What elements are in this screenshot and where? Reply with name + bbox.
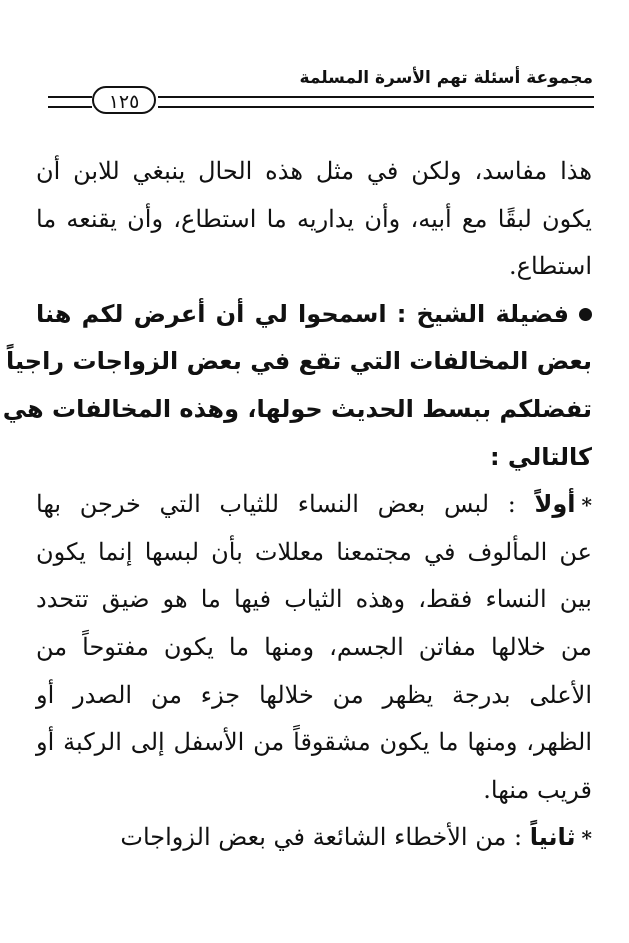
question-line: تفضلكم ببسط الحديث حولها، وهذه المخالفات هي: [2, 394, 592, 423]
header-rule-left: [48, 96, 92, 108]
answer-text: : من الأخطاء الشائعة في بعض الزواجات: [120, 823, 523, 852]
answer-line: من خلالها مفاتن الجسم، ومنها ما يكون مفتوحاً من: [36, 632, 592, 661]
answer-line: بين النساء فقط، وهذه الثياب فيها ما هو ضيق تتحدد: [36, 585, 592, 614]
asterisk-icon: *: [581, 493, 592, 518]
answer-line: قريب منها.: [483, 775, 592, 804]
first-label: أولاً: [534, 490, 576, 519]
question-line: بعض المخالفات التي تقع في بعض الزواجات راجياً: [5, 347, 592, 376]
asterisk-icon: *: [581, 826, 592, 851]
answer-line: عن المألوف في مجتمعنا معللات بأن لبسها إنما يكون: [36, 537, 592, 566]
running-title: مجموعة أسئلة تهم الأسرة المسلمة: [299, 68, 593, 88]
text-line: استطاع.: [509, 252, 592, 281]
page-number: ١٢٥: [92, 86, 156, 114]
question-line: كالتالي :: [489, 442, 592, 471]
second-label: ثانياً: [529, 823, 576, 852]
answer-line: [36, 814, 592, 862]
header-rule-right: [158, 96, 594, 108]
question-line: [36, 291, 592, 339]
bullet-icon: [579, 308, 592, 321]
answer-line: [36, 481, 592, 529]
question-text: فضيلة الشيخ : اسمحوا لي أن أعرض لكم هنا: [36, 299, 569, 328]
answer-text: : لبس بعض النساء للثياب التي خرجن بها: [36, 490, 516, 519]
body-text: [2, 148, 592, 862]
answer-line: الأعلى بدرجة يظهر من خلالها جزء من الصدر أو: [36, 680, 592, 709]
text-line: هذا مفاسد، ولكن في مثل هذه الحال ينبغي للابن أن: [36, 157, 592, 185]
text-line: يكون لبقًا مع أبيه، وأن يداريه ما استطاع، وأن يقنعه ما: [36, 204, 592, 233]
answer-line: الظهر، ومنها ما يكون مشقوقاً من الأسفل إلى الركبة أو: [36, 728, 592, 757]
